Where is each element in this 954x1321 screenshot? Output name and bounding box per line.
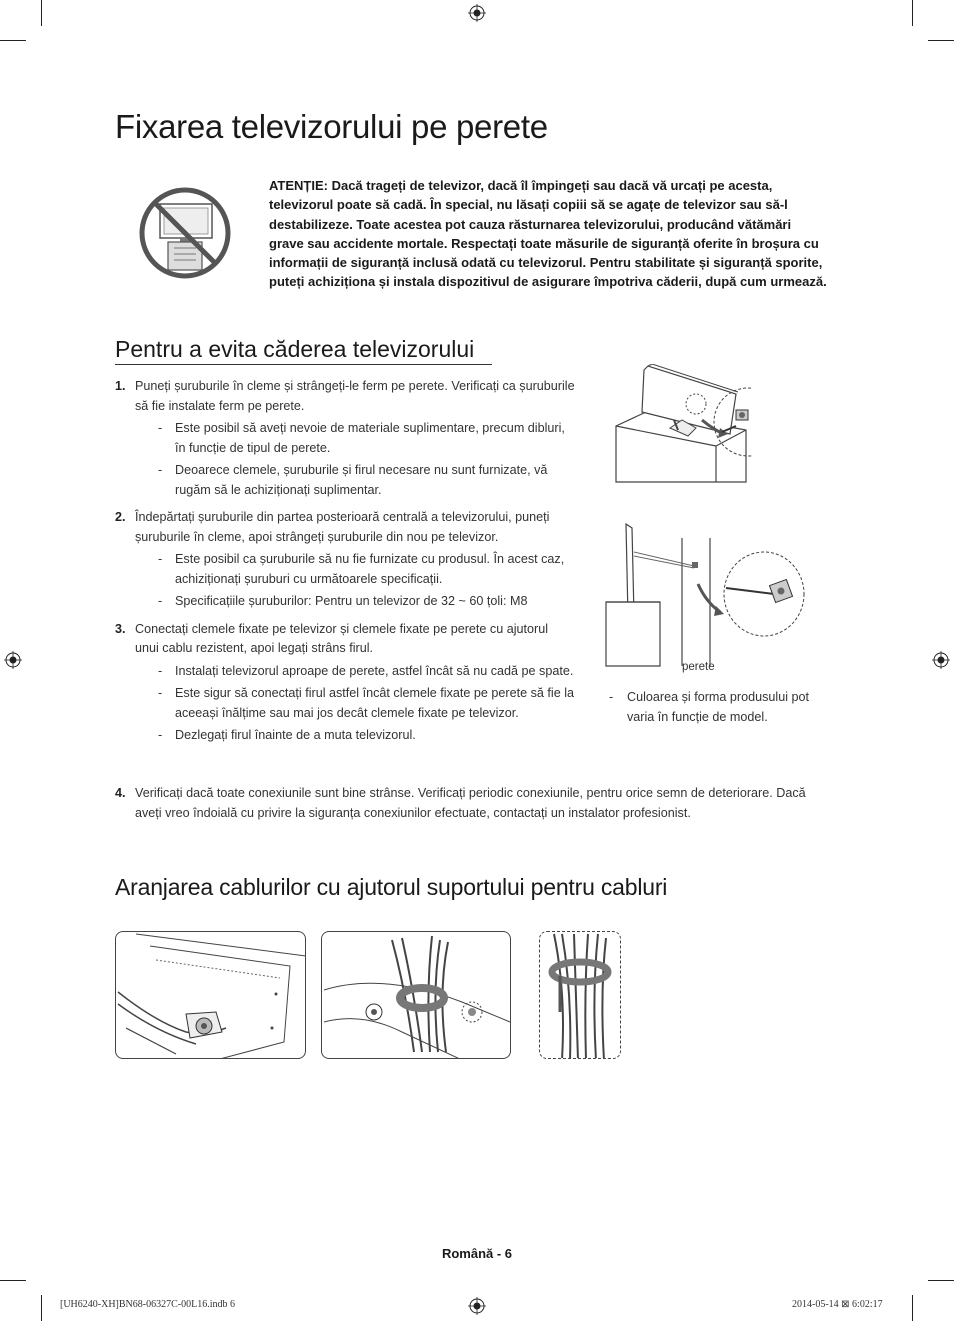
sub-item-text: Dezlegați firul înainte de a muta televizorul.: [175, 728, 416, 742]
section-heading-cable-management: Aranjarea cablurilor cu ajutorul suportului pentru cabluri: [115, 874, 668, 900]
tv-back-bracket-drawing: [116, 932, 306, 1059]
sub-item-text: Este posibil să aveți nevoie de materiale suplimentare, precum dibluri, în funcție de tipul de perete.: [175, 421, 565, 455]
heading-underline: [115, 364, 492, 365]
instruction-steps: [115, 377, 575, 754]
model-variation-note: - Culoarea și forma produsului pot varia în funcție de model.: [609, 690, 810, 724]
crop-mark: [912, 1295, 913, 1321]
crop-mark: [912, 0, 913, 26]
step-text: Puneți șuruburile în cleme și strângeți-le ferm pe perete. Verificați ca șuruburile să fie instalate ferm pe perete.: [135, 379, 575, 413]
crop-mark: [41, 0, 42, 26]
step-number: 3.: [115, 621, 126, 636]
tv-bracket-illustration: [612, 364, 752, 484]
sub-item: - Este sigur să conectați firul astfel încât clemele fixate pe perete să fie la aceeași înălțime sau mai jos decât clemele fixate pe televizor.: [158, 686, 575, 720]
page-number: Română - 6: [441, 1246, 513, 1261]
wall-label: perete: [682, 661, 715, 673]
crop-mark: [928, 1280, 954, 1281]
step-text: Conectați clemele fixate pe televizor și clemele fixate pe perete cu ajutorul unui cablu rezistent, apoi legați strâns firul.: [135, 621, 549, 655]
sub-item: - Instalați televizorul aproape de perete, astfel încât să nu cadă pe spate.: [158, 663, 574, 678]
sub-item: - Deoarece clemele, șuruburile și firul necesare nu sunt furnizate, vă rugăm să le achiziționați suplimentar.: [158, 463, 548, 497]
registration-mark-icon: [468, 4, 486, 22]
sub-item: - Este posibil să aveți nevoie de materiale suplimentare, precum dibluri, în funcție de tipul de perete.: [158, 421, 565, 455]
step-number: 4.: [115, 786, 126, 800]
section-heading-prevent-fall: Pentru a evita căderea televizorului: [115, 336, 475, 362]
tv-wall-illustration: [602, 522, 812, 668]
crop-mark: [41, 1295, 42, 1321]
cable-clip-closeup-drawing: [540, 932, 621, 1059]
sub-item: - Este posibil ca șuruburile să nu fie furnizate cu produsul. În acest caz, achiziționați șuruburi cu următoarele specificații.: [158, 552, 565, 586]
step-number: 2.: [115, 510, 126, 524]
step-text: Îndepărtați șuruburile din partea posterioară centrală a televizorului, puneți șuruburile în cleme, apoi strângeți șuruburile din nou pe televizor.: [135, 510, 550, 544]
cable-holder-image-2: [321, 931, 511, 1059]
note-text: Culoarea și forma produsului pot varia în funcție de model.: [627, 690, 810, 724]
step-4: [115, 784, 825, 823]
registration-mark-icon: [468, 1297, 486, 1315]
crop-mark: [0, 1280, 26, 1281]
cable-bundle-drawing: [322, 932, 511, 1059]
step-1: [115, 377, 575, 500]
sub-item-text: Instalați televizorul aproape de perete, astfel încât să nu cadă pe spate.: [175, 663, 574, 678]
sub-item: - Specificațiile șuruburilor: Pentru un televizor de 32 ~ 60 țoli: M8: [158, 594, 528, 608]
step-3: [115, 620, 575, 746]
print-slug-file: [UH6240-XH]BN68-06327C-00L16.indb 6: [60, 1299, 235, 1310]
page-title: Fixarea televizorului pe perete: [115, 108, 548, 145]
cable-holder-image-1: [115, 931, 306, 1059]
cable-holder-image-3: [539, 931, 621, 1059]
sub-item-text: Deoarece clemele, șuruburile și firul necesare nu sunt furnizate, vă rugăm să le achiziționați suplimentar.: [175, 463, 548, 497]
registration-mark-icon: [4, 651, 22, 669]
step-2: [115, 508, 575, 612]
crop-mark: [0, 40, 26, 41]
sub-item-text: Specificațiile șuruburilor: Pentru un televizor de 32 ~ 60 țoli: M8: [175, 594, 528, 608]
registration-mark-icon: [932, 651, 950, 669]
step-text: Verificați dacă toate conexiunile sunt bine strânse. Verificați periodic conexiunile, pentru orice semn de deteriorare. Dacă aveți vreo îndoială cu privire la siguranța conexiunilor efectuate, contactați un instalator profesionist.: [135, 786, 806, 820]
sub-item-text: Este sigur să conectați firul astfel încât clemele fixate pe perete să fie la aceeași înălțime sau mai jos decât clemele fixate pe televizor.: [175, 686, 575, 720]
step-number: 1.: [115, 379, 126, 393]
print-slug-date: 2014-05-14 ⊠ 6:02:17: [792, 1299, 883, 1310]
crop-mark: [928, 40, 954, 41]
no-climbing-warning-icon: [138, 186, 232, 280]
warning-text: ATENȚIE: Dacă trageți de televizor, dacă îl împingeți sau dacă vă urcați pe acesta, televizorul poate să cadă. În special, nu lăsați copiii să se agațe de televizor sau să-l destabilizeze. Toate acestea pot cauza răsturnarea televizorului, producând vătămări grave sau accidente mortale. Respectați toate măsurile de siguranță oferite în broșura cu informații de siguranță inclusă odată cu televizorul. Pentru stabilitate și siguranță sporite, puteți achiziționa și instala dispozitivul de asigurare împotriva căderii, după cum urmează.: [269, 178, 827, 290]
sub-item-text: Este posibil ca șuruburile să nu fie furnizate cu produsul. În acest caz, achiziționați șuruburi cu următoarele specificații.: [175, 552, 565, 586]
sub-item: - Dezlegați firul înainte de a muta televizorul.: [158, 728, 416, 742]
